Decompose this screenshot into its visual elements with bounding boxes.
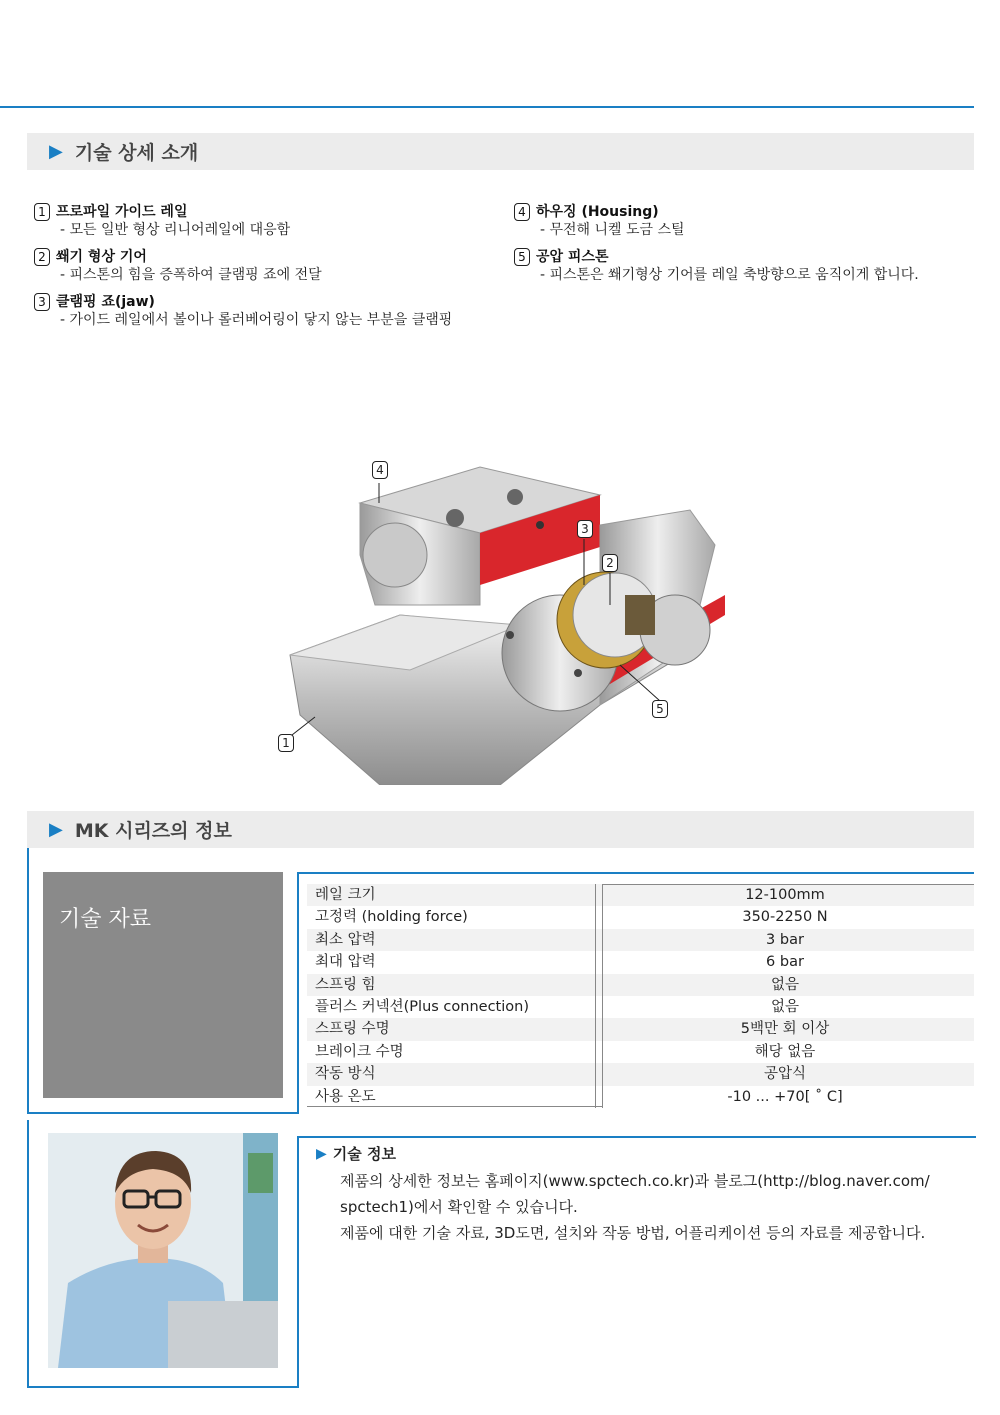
table-row — [307, 951, 974, 973]
feature-5 — [514, 248, 919, 284]
number-badge: 1 — [34, 203, 50, 221]
feature-title: 하우징 (Housing) — [536, 204, 659, 220]
spec-value: 공압식 — [595, 1063, 974, 1085]
triangle-icon: ▶ — [49, 141, 63, 162]
frame-line — [297, 1136, 299, 1388]
feature-title: 공압 피스톤 — [536, 249, 609, 265]
person-illustration — [48, 1133, 278, 1368]
number-badge: 2 — [34, 248, 50, 266]
spec-value: 3 bar — [595, 929, 974, 951]
feature-title: 쐐기 형상 기어 — [56, 249, 147, 265]
spec-key: 스프링 수명 — [315, 1021, 390, 1038]
spec-key: 최소 압력 — [315, 931, 376, 948]
spec-key: 고정력 (holding force) — [315, 909, 468, 926]
frame-line — [297, 872, 974, 874]
info-text — [340, 1168, 970, 1246]
frame-line — [27, 848, 29, 1113]
spec-key: 스프링 힘 — [315, 976, 376, 993]
spec-value: 없음 — [595, 974, 974, 996]
spec-value: 350-2250 N — [595, 906, 974, 928]
number-badge: 4 — [514, 203, 530, 221]
feature-2 — [34, 248, 322, 284]
table-divider — [602, 884, 974, 885]
feature-desc: - 가이드 레일에서 볼이나 롤러베어링이 닿지 않는 부분을 클램핑 — [60, 312, 453, 328]
table-row — [307, 996, 974, 1018]
tech-data-label: 기술 자료 — [59, 907, 152, 932]
table-divider — [307, 1106, 603, 1107]
info-line: spctech1)에서 확인할 수 있습니다. — [340, 1198, 578, 1216]
callout-4: 4 — [372, 461, 388, 479]
section-title: MK 시리즈의 정보 — [74, 820, 232, 842]
callout-5: 5 — [652, 700, 668, 718]
product-cutaway-diagram — [270, 455, 730, 785]
frame-line — [27, 1386, 299, 1388]
section-header-mk-series — [27, 811, 974, 848]
frame-line — [297, 872, 299, 1114]
spec-value: 해당 없음 — [595, 1041, 974, 1063]
table-divider — [602, 884, 603, 1108]
table-row — [307, 974, 974, 996]
spec-key: 최대 압력 — [315, 954, 376, 971]
clamp-illustration — [270, 455, 730, 785]
table-row — [307, 1041, 974, 1063]
feature-desc: - 피스톤의 힘을 증폭하여 클램핑 죠에 전달 — [60, 267, 322, 283]
spec-key: 사용 온도 — [315, 1088, 376, 1105]
spec-value: 6 bar — [595, 951, 974, 973]
triangle-icon: ▶ — [49, 819, 63, 840]
table-row — [307, 929, 974, 951]
number-badge: 3 — [34, 293, 50, 311]
info-line: 제품에 대한 기술 자료, 3D도면, 설치와 작동 방법, 어플리케이션 등의 자료를 제공합니다. — [340, 1224, 926, 1242]
number-badge: 5 — [514, 248, 530, 266]
section-title: 기술 상세 소개 — [74, 142, 199, 164]
table-row — [307, 884, 974, 906]
table-row — [307, 1018, 974, 1040]
spec-value: -10 ... +70[ ˚ C] — [595, 1086, 974, 1108]
feature-desc: - 피스톤은 쐐기형상 기어를 레일 축방향으로 움직이게 합니다. — [540, 267, 919, 283]
feature-4 — [514, 203, 685, 239]
info-line: 제품의 상세한 정보는 홈페이지(www.spctech.co.kr)과 블로그(http://blog.naver.com/ — [340, 1172, 930, 1190]
frame-line — [27, 1112, 299, 1114]
info-heading — [316, 1143, 396, 1164]
feature-desc: - 모든 일반 형상 리니어레일에 대응함 — [60, 222, 291, 238]
spec-table — [307, 884, 974, 1108]
spec-value: 5백만 회 이상 — [595, 1018, 974, 1040]
frame-line — [297, 1136, 976, 1138]
spec-value: 12-100mm — [595, 884, 974, 906]
section-header-tech-detail — [27, 133, 974, 170]
info-title: 기술 정보 — [332, 1145, 396, 1163]
spec-key: 작동 방식 — [315, 1066, 376, 1083]
callout-3: 3 — [577, 520, 593, 538]
table-row — [307, 1086, 974, 1108]
feature-title: 프로파일 가이드 레일 — [56, 204, 188, 220]
spec-key: 플러스 커넥션(Plus connection) — [315, 998, 529, 1015]
person-photo — [48, 1133, 278, 1368]
callout-2: 2 — [602, 554, 618, 572]
spec-key: 브레이크 수명 — [315, 1043, 404, 1060]
spec-key: 레일 크기 — [315, 887, 376, 903]
top-rule — [0, 106, 974, 108]
feature-title: 클램핑 죠(jaw) — [56, 294, 155, 310]
feature-3 — [34, 293, 452, 329]
callout-1: 1 — [278, 734, 294, 752]
triangle-icon: ▶ — [316, 1145, 327, 1162]
feature-desc: - 무전해 니켈 도금 스틸 — [540, 222, 685, 238]
table-row — [307, 1063, 974, 1085]
tech-data-box — [43, 872, 283, 1098]
feature-1 — [34, 203, 290, 239]
spec-value: 없음 — [595, 996, 974, 1018]
table-row — [307, 906, 974, 928]
frame-line — [27, 1120, 29, 1388]
